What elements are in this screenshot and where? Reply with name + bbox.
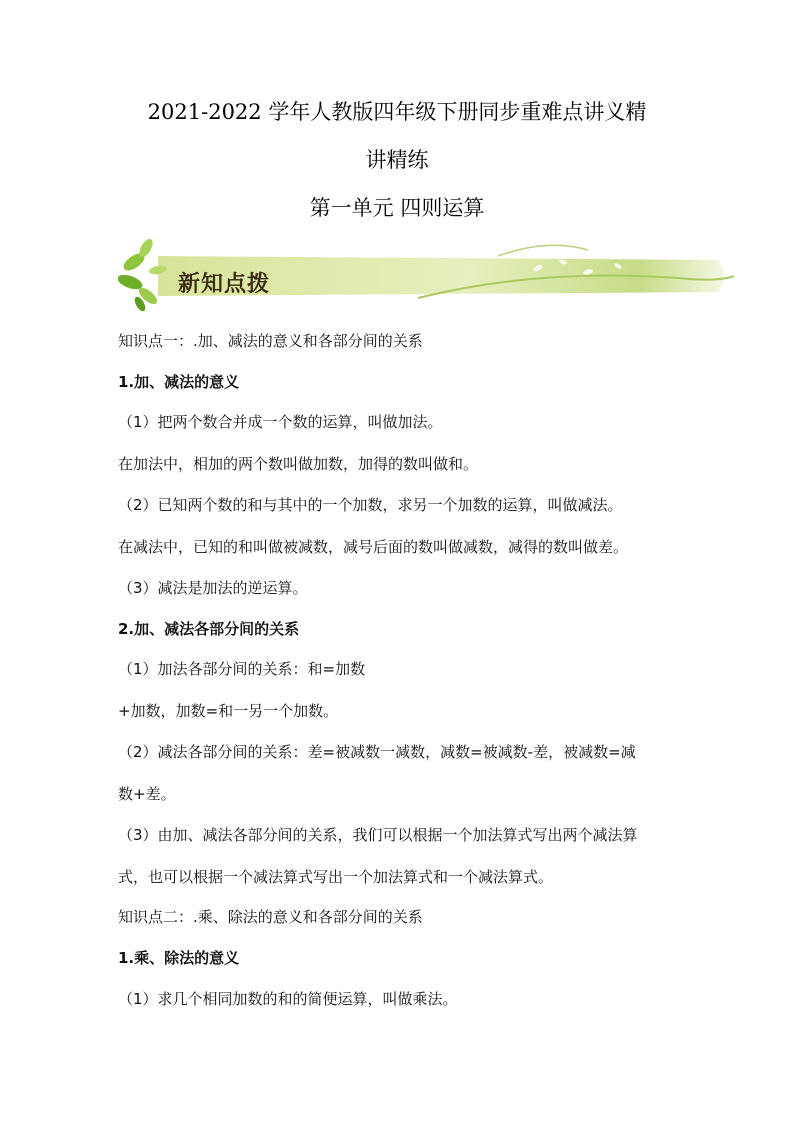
body-line: +加数，加数=和一另一个加数。 <box>118 702 339 720</box>
body-line: （3）由加、减法各部分间的关系，我们可以根据一个加法算式写出两个减法算 <box>118 826 638 844</box>
section-banner <box>118 238 734 312</box>
body-line: 式，也可以根据一个减法算式写出一个加法算式和一个减法算式。 <box>118 868 554 886</box>
section-heading: 1.乘、除法的意义 <box>118 949 240 967</box>
section-heading: 1.加、减法的意义 <box>118 373 240 391</box>
body-line: 知识点一：.加、减法的意义和各部分间的关系 <box>118 332 423 350</box>
body-line: （1）求几个相同加数的和的简便运算，叫做乘法。 <box>118 990 458 1008</box>
document-title-line-1: 2021-2022 学年人教版四年级下册同步重难点讲义精 <box>147 100 647 124</box>
section-heading: 2.加、减法各部分间的关系 <box>118 620 300 638</box>
body-line: （1）加法各部分间的关系：和=加数 <box>118 660 366 678</box>
body-line: （2）已知两个数的和与其中的一个加数，求另一个加数的运算，叫做减法。 <box>118 496 623 514</box>
body-line: 在加法中，相加的两个数叫做加数，加得的数叫做和。 <box>118 455 479 473</box>
body-line: （1）把两个数合并成一个数的运算，叫做加法。 <box>118 413 443 431</box>
body-line: 知识点二：.乘、除法的意义和各部分间的关系 <box>118 908 423 926</box>
body-line: （3）减法是加法的逆运算。 <box>118 579 308 597</box>
body-line: 数+差。 <box>118 785 176 803</box>
body-line: （2）减法各部分间的关系：差=被减数一减数，减数=被减数-差，被减数=减 <box>118 743 636 761</box>
unit-title: 第一单元 四则运算 <box>309 196 485 220</box>
banner-label: 新知点拨 <box>178 272 271 297</box>
document-title-line-2: 讲精练 <box>365 148 429 172</box>
body-line: 在减法中，已知的和叫做被减数，减号后面的数叫做减数，减得的数叫做差。 <box>118 538 629 556</box>
